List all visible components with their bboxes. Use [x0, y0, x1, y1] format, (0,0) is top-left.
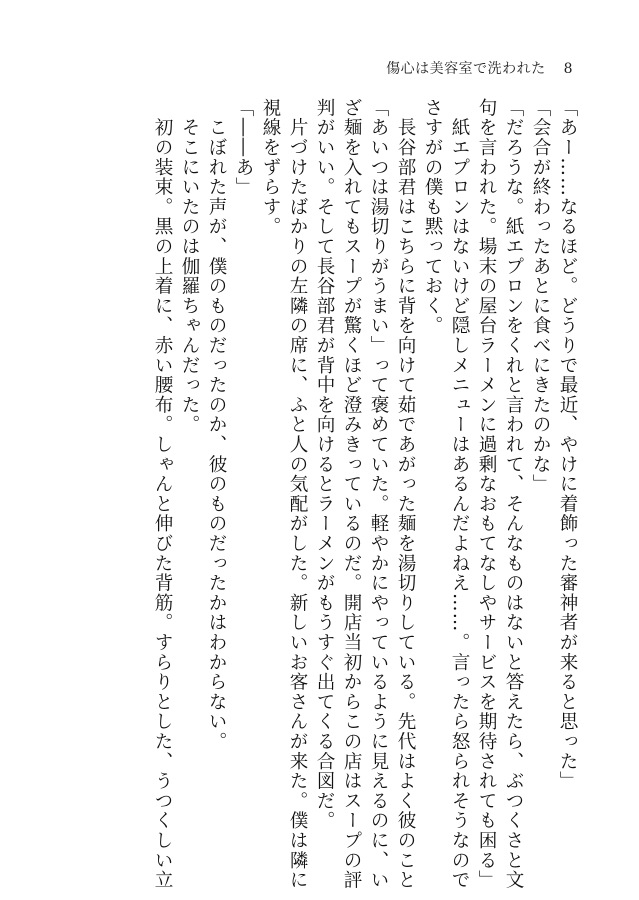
text-line: 「会合が終わったあとに食べにきたのかな」	[530, 98, 551, 494]
text-line: 紙エプロンはないけど隠しメニューはあるんだよねえ……。言ったら怒られそうなので	[449, 98, 470, 890]
text-line: ざ麺を入れてもスープが驚くほど澄みきっているのだ。開店当初からこの店はスープの評	[341, 98, 362, 890]
text-line: 「あいつは湯切りがうまい」って褒めていた。軽やかにやっているように見えるのに、い	[368, 98, 389, 890]
text-line: こぼれた声が、僕のものだったのか、彼のものだったかはわからない。	[206, 98, 227, 752]
text-line: 初の装束。黒の上着に、赤い腰布。しゃんと伸びた背筋。すらりとした、うつくしい立	[152, 98, 173, 890]
text-line: 視線をずらす。	[260, 98, 281, 237]
page-number: 8	[563, 61, 573, 77]
chapter-title: 傷心は美容室で洗われた	[386, 61, 546, 77]
text-line: さすがの僕も黙っておく。	[422, 98, 443, 336]
text-line: 片づけたばかりの左隣の席に、ふと人の気配がした。新しいお客さんが来た。僕は隣に	[287, 98, 308, 890]
text-line: 「――あ」	[233, 98, 254, 197]
vertical-body-text	[149, 98, 581, 890]
text-line: そこにいたのは伽羅ちゃんだった。	[179, 98, 200, 435]
text-line: 長谷部君はこちらに背を向けて茹であがった麺を湯切りしている。先代はよく彼のこと	[395, 98, 416, 890]
text-line: 「あー……なるほど。どうりで最近、やけに着飾った審神者が来ると思った」	[557, 98, 578, 791]
running-head	[386, 58, 573, 78]
text-line: 句を言われた。場末の屋台ラーメンに過剰なおもてなしやサービスを期待されても困る」	[476, 98, 497, 890]
text-line: 判がいい。そして長谷部君が背中を向けるとラーメンがもうすぐ出てくる合図だ。	[314, 98, 335, 831]
text-line: 「だろうな。紙エプロンをくれと言われて、そんなものはないと答えたら、ぶつくさと文	[503, 98, 524, 890]
